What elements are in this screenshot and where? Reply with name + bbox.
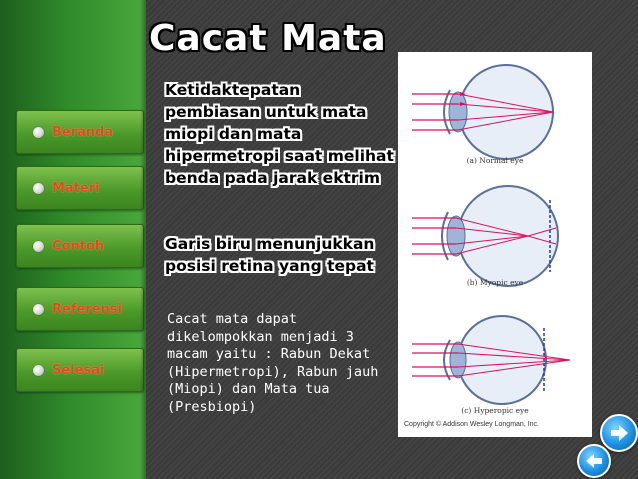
nav-button-beranda[interactable] [16,110,144,154]
nav-button-contoh[interactable] [16,224,144,268]
normal-eye-diagram [412,65,553,159]
normal-eye-globe [459,65,553,159]
nav-button-selesai[interactable] [16,348,144,392]
nav-label: Referensi [52,301,122,317]
hyperopic-eye-cornea [444,340,450,380]
bullet-icon [33,365,44,376]
arrow-left-icon [579,446,609,476]
hyperopic-eye-lens [450,342,466,378]
myopic-eye-globe [458,186,558,286]
normal-eye-lens [449,92,467,132]
myopic-eye-lens [447,216,465,256]
arrow-right-icon [602,416,636,450]
paragraph-retina: Garis biru menunjukkan posisi retina yang tepat [165,235,375,275]
hyperopic-eye-diagram [412,316,570,404]
nav-label: Beranda [52,124,114,140]
bullet-icon [33,183,44,194]
paragraph-types: Cacat mata dapat dikelompokkan menjadi 3 macam yaitu : Rabun Dekat (Hipermetropi), Rabun jauh (Miopi) dan Mata tua (Presbiopi) [167,311,379,415]
nav-label: Materi [52,180,100,196]
eye-diagram-figure [398,52,592,437]
nav-label: Selesai [52,362,105,378]
nav-button-materi[interactable] [16,166,144,210]
caption-hyperopic-eye: (c) Hyperopic eye [461,406,529,415]
bullet-icon [33,241,44,252]
sidebar [0,0,146,479]
hyperopic-eye-globe [458,316,546,404]
bullet-icon [33,304,44,315]
figure-copyright: Copyright © Addison Wesley Longman, Inc. [404,421,539,428]
previous-slide-button[interactable] [577,444,611,478]
slide-title: Cacat Mata [149,18,387,59]
caption-myopic-eye: (b) Myopic eye [466,278,524,287]
eye-diagram [398,52,592,437]
caption-normal-eye: (a) Normal eye [466,156,524,165]
nav-label: Contoh [52,238,105,254]
paragraph-refraction: Ketidaktepatan pembiasan untuk mata miopi dan mata hipermetropi saat melihat benda pada jarak ektrim [165,81,394,187]
bullet-icon [33,127,44,138]
myopic-eye-diagram [412,186,558,286]
nav-button-referensi[interactable] [16,287,144,331]
